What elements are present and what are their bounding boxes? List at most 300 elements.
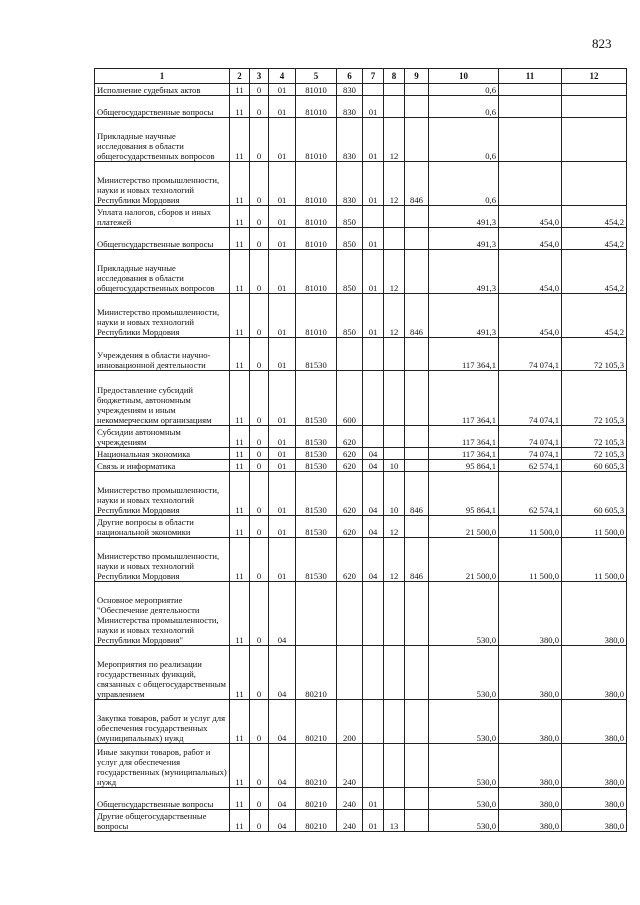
row-name: Министерство промышленности, науки и новых технологий Республики Мордовия bbox=[95, 294, 230, 338]
amount-cell: 454,2 bbox=[562, 228, 627, 250]
amount-cell: 0,6 bbox=[429, 84, 499, 96]
amount-cell: 530,0 bbox=[429, 788, 499, 810]
row-name: Учреждения в области научно-инновационной деятельности bbox=[95, 338, 230, 371]
budget-table bbox=[94, 68, 627, 832]
table-row bbox=[95, 582, 627, 646]
code-cell bbox=[363, 700, 384, 744]
code-cell: 80210 bbox=[296, 810, 337, 832]
code-cell bbox=[384, 84, 405, 96]
row-name: Прикладные научные исследования в области общегосударственных вопросов bbox=[95, 118, 230, 162]
code-cell: 12 bbox=[384, 162, 405, 206]
code-cell: 80210 bbox=[296, 744, 337, 788]
row-name: Уплата налогов, сборов и иных платежей bbox=[95, 206, 230, 228]
code-cell: 81010 bbox=[296, 162, 337, 206]
code-cell: 0 bbox=[250, 538, 269, 582]
code-cell: 81530 bbox=[296, 538, 337, 582]
code-cell: 04 bbox=[269, 788, 296, 810]
code-cell bbox=[384, 96, 405, 118]
code-cell: 620 bbox=[337, 516, 363, 538]
code-cell: 12 bbox=[384, 250, 405, 294]
row-name: Прикладные научные исследования в области общегосударственных вопросов bbox=[95, 250, 230, 294]
amount-cell: 454,0 bbox=[499, 294, 562, 338]
amount-cell: 530,0 bbox=[429, 700, 499, 744]
row-name: Предоставление субсидий бюджетным, автономным учреждениям и иным некоммерческим организациям bbox=[95, 371, 230, 426]
amount-cell: 530,0 bbox=[429, 646, 499, 700]
code-cell bbox=[384, 646, 405, 700]
amount-cell: 380,0 bbox=[562, 744, 627, 788]
code-cell: 11 bbox=[230, 810, 250, 832]
amount-cell: 95 864,1 bbox=[429, 472, 499, 516]
col-header: 1 bbox=[95, 69, 230, 84]
code-cell: 0 bbox=[250, 700, 269, 744]
amount-cell: 11 500,0 bbox=[562, 516, 627, 538]
code-cell: 81530 bbox=[296, 516, 337, 538]
code-cell: 04 bbox=[363, 472, 384, 516]
code-cell: 830 bbox=[337, 162, 363, 206]
code-cell: 12 bbox=[384, 294, 405, 338]
amount-cell: 491,3 bbox=[429, 206, 499, 228]
amount-cell: 380,0 bbox=[562, 582, 627, 646]
amount-cell: 0,6 bbox=[429, 118, 499, 162]
amount-cell: 11 500,0 bbox=[499, 516, 562, 538]
code-cell: 620 bbox=[337, 448, 363, 460]
table-row bbox=[95, 118, 627, 162]
code-cell: 01 bbox=[269, 96, 296, 118]
amount-cell: 380,0 bbox=[499, 810, 562, 832]
code-cell: 04 bbox=[269, 810, 296, 832]
code-cell: 04 bbox=[363, 448, 384, 460]
code-cell: 01 bbox=[269, 448, 296, 460]
code-cell bbox=[405, 96, 429, 118]
row-name: Национальная экономика bbox=[95, 448, 230, 460]
code-cell bbox=[337, 646, 363, 700]
code-cell: 850 bbox=[337, 206, 363, 228]
amount-cell: 72 105,3 bbox=[562, 338, 627, 371]
code-cell bbox=[405, 426, 429, 448]
page-number: 823 bbox=[592, 36, 612, 51]
code-cell: 0 bbox=[250, 426, 269, 448]
code-cell: 04 bbox=[269, 582, 296, 646]
code-cell bbox=[363, 744, 384, 788]
amount-cell: 72 105,3 bbox=[562, 448, 627, 460]
code-cell: 0 bbox=[250, 472, 269, 516]
table-row bbox=[95, 460, 627, 472]
code-cell bbox=[405, 700, 429, 744]
row-name: Мероприятия по реализации государственных функций, связанных с общегосударственным управлением bbox=[95, 646, 230, 700]
amount-cell: 454,2 bbox=[562, 206, 627, 228]
code-cell: 846 bbox=[405, 472, 429, 516]
amount-cell: 380,0 bbox=[562, 646, 627, 700]
code-cell bbox=[405, 228, 429, 250]
amount-cell bbox=[499, 84, 562, 96]
code-cell: 11 bbox=[230, 162, 250, 206]
code-cell: 0 bbox=[250, 118, 269, 162]
col-header: 8 bbox=[384, 69, 405, 84]
code-cell: 12 bbox=[384, 538, 405, 582]
table-row bbox=[95, 338, 627, 371]
code-cell: 81010 bbox=[296, 96, 337, 118]
code-cell bbox=[405, 788, 429, 810]
code-cell: 620 bbox=[337, 538, 363, 582]
code-cell: 11 bbox=[230, 294, 250, 338]
code-cell bbox=[363, 84, 384, 96]
code-cell: 81010 bbox=[296, 84, 337, 96]
amount-cell: 11 500,0 bbox=[499, 538, 562, 582]
amount-cell: 491,3 bbox=[429, 294, 499, 338]
code-cell: 0 bbox=[250, 162, 269, 206]
amount-cell: 74 074,1 bbox=[499, 371, 562, 426]
code-cell bbox=[384, 700, 405, 744]
code-cell: 81010 bbox=[296, 228, 337, 250]
code-cell: 01 bbox=[269, 426, 296, 448]
code-cell: 620 bbox=[337, 460, 363, 472]
code-cell: 01 bbox=[363, 810, 384, 832]
amount-cell: 491,3 bbox=[429, 250, 499, 294]
code-cell bbox=[405, 582, 429, 646]
code-cell: 0 bbox=[250, 810, 269, 832]
code-cell: 11 bbox=[230, 472, 250, 516]
code-cell: 0 bbox=[250, 228, 269, 250]
table-row bbox=[95, 371, 627, 426]
col-header: 9 bbox=[405, 69, 429, 84]
code-cell: 0 bbox=[250, 371, 269, 426]
code-cell bbox=[337, 338, 363, 371]
amount-cell: 0,6 bbox=[429, 96, 499, 118]
code-cell: 0 bbox=[250, 582, 269, 646]
code-cell: 0 bbox=[250, 294, 269, 338]
code-cell: 240 bbox=[337, 788, 363, 810]
amount-cell: 117 364,1 bbox=[429, 426, 499, 448]
code-cell bbox=[296, 582, 337, 646]
col-header: 5 bbox=[296, 69, 337, 84]
amount-cell: 60 605,3 bbox=[562, 472, 627, 516]
code-cell bbox=[384, 788, 405, 810]
code-cell: 11 bbox=[230, 338, 250, 371]
code-cell: 200 bbox=[337, 700, 363, 744]
amount-cell: 380,0 bbox=[562, 788, 627, 810]
table-row bbox=[95, 294, 627, 338]
code-cell: 830 bbox=[337, 96, 363, 118]
code-cell bbox=[405, 460, 429, 472]
code-cell bbox=[405, 338, 429, 371]
code-cell: 01 bbox=[363, 162, 384, 206]
row-name: Основное мероприятие "Обеспечение деятельности Министерства промышленности, науки и новых технологий Республики Мордовия" bbox=[95, 582, 230, 646]
row-name: Министерство промышленности, науки и новых технологий Республики Мордовия bbox=[95, 472, 230, 516]
code-cell: 01 bbox=[269, 516, 296, 538]
amount-cell: 380,0 bbox=[499, 582, 562, 646]
code-cell: 11 bbox=[230, 228, 250, 250]
row-name: Общегосударственные вопросы bbox=[95, 228, 230, 250]
table-row bbox=[95, 700, 627, 744]
code-cell: 11 bbox=[230, 646, 250, 700]
code-cell bbox=[363, 206, 384, 228]
table-row bbox=[95, 646, 627, 700]
amount-cell: 454,0 bbox=[499, 228, 562, 250]
code-cell bbox=[405, 744, 429, 788]
amount-cell: 62 574,1 bbox=[499, 460, 562, 472]
code-cell: 0 bbox=[250, 96, 269, 118]
code-cell: 0 bbox=[250, 744, 269, 788]
code-cell: 240 bbox=[337, 744, 363, 788]
table-body bbox=[95, 84, 627, 832]
code-cell: 620 bbox=[337, 426, 363, 448]
amount-cell: 454,2 bbox=[562, 250, 627, 294]
code-cell: 11 bbox=[230, 371, 250, 426]
table-row bbox=[95, 538, 627, 582]
code-cell: 0 bbox=[250, 84, 269, 96]
table-header-row bbox=[95, 69, 627, 84]
amount-cell: 62 574,1 bbox=[499, 472, 562, 516]
code-cell: 13 bbox=[384, 810, 405, 832]
amount-cell bbox=[562, 118, 627, 162]
code-cell: 11 bbox=[230, 448, 250, 460]
code-cell: 0 bbox=[250, 338, 269, 371]
table-row bbox=[95, 162, 627, 206]
code-cell: 0 bbox=[250, 448, 269, 460]
code-cell: 81530 bbox=[296, 426, 337, 448]
amount-cell: 380,0 bbox=[499, 700, 562, 744]
code-cell: 850 bbox=[337, 228, 363, 250]
table-row bbox=[95, 206, 627, 228]
code-cell bbox=[363, 338, 384, 371]
code-cell: 01 bbox=[363, 250, 384, 294]
row-name: Министерство промышленности, науки и новых технологий Республики Мордовия bbox=[95, 538, 230, 582]
amount-cell: 380,0 bbox=[499, 788, 562, 810]
amount-cell bbox=[499, 96, 562, 118]
code-cell: 11 bbox=[230, 788, 250, 810]
code-cell: 0 bbox=[250, 516, 269, 538]
code-cell bbox=[405, 118, 429, 162]
code-cell bbox=[384, 206, 405, 228]
amount-cell: 530,0 bbox=[429, 582, 499, 646]
amount-cell: 454,0 bbox=[499, 206, 562, 228]
col-header: 3 bbox=[250, 69, 269, 84]
code-cell: 81010 bbox=[296, 250, 337, 294]
row-name: Закупка товаров, работ и услуг для обеспечения государственных (муниципальных) нужд bbox=[95, 700, 230, 744]
code-cell: 81530 bbox=[296, 371, 337, 426]
code-cell: 04 bbox=[363, 516, 384, 538]
table-row bbox=[95, 810, 627, 832]
amount-cell bbox=[499, 162, 562, 206]
amount-cell: 530,0 bbox=[429, 810, 499, 832]
amount-cell: 21 500,0 bbox=[429, 538, 499, 582]
row-name: Общегосударственные вопросы bbox=[95, 788, 230, 810]
code-cell: 01 bbox=[269, 371, 296, 426]
code-cell bbox=[384, 426, 405, 448]
code-cell: 81530 bbox=[296, 338, 337, 371]
table-row bbox=[95, 448, 627, 460]
amount-cell: 0,6 bbox=[429, 162, 499, 206]
code-cell: 846 bbox=[405, 294, 429, 338]
row-name: Иные закупки товаров, работ и услуг для обеспечения государственных (муниципальных) нужд bbox=[95, 744, 230, 788]
code-cell bbox=[384, 448, 405, 460]
table-row bbox=[95, 228, 627, 250]
amount-cell bbox=[562, 162, 627, 206]
code-cell: 11 bbox=[230, 96, 250, 118]
code-cell: 240 bbox=[337, 810, 363, 832]
amount-cell: 117 364,1 bbox=[429, 338, 499, 371]
code-cell: 11 bbox=[230, 206, 250, 228]
table-row bbox=[95, 96, 627, 118]
code-cell: 11 bbox=[230, 426, 250, 448]
col-header: 4 bbox=[269, 69, 296, 84]
code-cell: 11 bbox=[230, 460, 250, 472]
code-cell: 0 bbox=[250, 206, 269, 228]
code-cell: 11 bbox=[230, 538, 250, 582]
code-cell bbox=[337, 582, 363, 646]
col-header: 2 bbox=[230, 69, 250, 84]
row-name: Другие общегосударственные вопросы bbox=[95, 810, 230, 832]
code-cell: 0 bbox=[250, 250, 269, 294]
row-name: Связь и информатика bbox=[95, 460, 230, 472]
code-cell: 11 bbox=[230, 700, 250, 744]
code-cell: 81010 bbox=[296, 118, 337, 162]
amount-cell: 21 500,0 bbox=[429, 516, 499, 538]
code-cell: 04 bbox=[269, 744, 296, 788]
col-header: 10 bbox=[429, 69, 499, 84]
code-cell: 80210 bbox=[296, 646, 337, 700]
code-cell: 81530 bbox=[296, 472, 337, 516]
amount-cell: 117 364,1 bbox=[429, 371, 499, 426]
code-cell: 01 bbox=[269, 84, 296, 96]
row-name: Субсидии автономным учреждениям bbox=[95, 426, 230, 448]
amount-cell: 530,0 bbox=[429, 744, 499, 788]
col-header: 7 bbox=[363, 69, 384, 84]
code-cell bbox=[405, 448, 429, 460]
row-name: Министерство промышленности, науки и новых технологий Республики Мордовия bbox=[95, 162, 230, 206]
code-cell: 11 bbox=[230, 582, 250, 646]
code-cell bbox=[363, 582, 384, 646]
code-cell: 04 bbox=[363, 538, 384, 582]
amount-cell: 95 864,1 bbox=[429, 460, 499, 472]
code-cell: 0 bbox=[250, 788, 269, 810]
code-cell: 01 bbox=[269, 250, 296, 294]
code-cell: 80210 bbox=[296, 788, 337, 810]
code-cell bbox=[363, 646, 384, 700]
code-cell bbox=[405, 646, 429, 700]
amount-cell: 74 074,1 bbox=[499, 426, 562, 448]
amount-cell bbox=[562, 96, 627, 118]
amount-cell: 380,0 bbox=[562, 700, 627, 744]
amount-cell: 454,0 bbox=[499, 250, 562, 294]
amount-cell: 74 074,1 bbox=[499, 338, 562, 371]
code-cell: 80210 bbox=[296, 700, 337, 744]
code-cell: 04 bbox=[363, 460, 384, 472]
code-cell: 11 bbox=[230, 516, 250, 538]
code-cell bbox=[384, 371, 405, 426]
table-row bbox=[95, 516, 627, 538]
amount-cell: 72 105,3 bbox=[562, 426, 627, 448]
table-row bbox=[95, 84, 627, 96]
amount-cell: 454,2 bbox=[562, 294, 627, 338]
code-cell: 04 bbox=[269, 700, 296, 744]
col-header: 6 bbox=[337, 69, 363, 84]
code-cell bbox=[384, 338, 405, 371]
code-cell: 846 bbox=[405, 538, 429, 582]
code-cell: 01 bbox=[269, 338, 296, 371]
code-cell: 01 bbox=[363, 118, 384, 162]
code-cell: 01 bbox=[269, 228, 296, 250]
amount-cell: 11 500,0 bbox=[562, 538, 627, 582]
code-cell: 81010 bbox=[296, 206, 337, 228]
code-cell: 0 bbox=[250, 460, 269, 472]
code-cell: 04 bbox=[269, 646, 296, 700]
code-cell: 0 bbox=[250, 646, 269, 700]
code-cell: 10 bbox=[384, 472, 405, 516]
code-cell: 846 bbox=[405, 162, 429, 206]
code-cell: 01 bbox=[269, 538, 296, 582]
col-header: 12 bbox=[562, 69, 627, 84]
code-cell: 01 bbox=[269, 162, 296, 206]
code-cell: 01 bbox=[269, 472, 296, 516]
code-cell: 12 bbox=[384, 516, 405, 538]
code-cell bbox=[405, 371, 429, 426]
code-cell: 01 bbox=[269, 294, 296, 338]
code-cell: 850 bbox=[337, 294, 363, 338]
code-cell: 12 bbox=[384, 118, 405, 162]
col-header: 11 bbox=[499, 69, 562, 84]
amount-cell: 380,0 bbox=[562, 810, 627, 832]
code-cell: 850 bbox=[337, 250, 363, 294]
code-cell: 01 bbox=[363, 96, 384, 118]
code-cell: 01 bbox=[363, 294, 384, 338]
code-cell: 600 bbox=[337, 371, 363, 426]
code-cell: 620 bbox=[337, 472, 363, 516]
code-cell: 10 bbox=[384, 460, 405, 472]
table-row bbox=[95, 472, 627, 516]
code-cell bbox=[384, 744, 405, 788]
code-cell: 81530 bbox=[296, 448, 337, 460]
code-cell bbox=[384, 582, 405, 646]
amount-cell: 60 605,3 bbox=[562, 460, 627, 472]
code-cell: 81010 bbox=[296, 294, 337, 338]
code-cell bbox=[363, 371, 384, 426]
code-cell: 11 bbox=[230, 118, 250, 162]
code-cell: 01 bbox=[269, 118, 296, 162]
code-cell bbox=[384, 228, 405, 250]
table-row bbox=[95, 744, 627, 788]
code-cell: 830 bbox=[337, 84, 363, 96]
code-cell: 01 bbox=[269, 460, 296, 472]
amount-cell: 117 364,1 bbox=[429, 448, 499, 460]
code-cell bbox=[405, 250, 429, 294]
code-cell: 11 bbox=[230, 744, 250, 788]
row-name: Общегосударственные вопросы bbox=[95, 96, 230, 118]
table-row bbox=[95, 426, 627, 448]
table-row bbox=[95, 788, 627, 810]
amount-cell: 72 105,3 bbox=[562, 371, 627, 426]
amount-cell: 74 074,1 bbox=[499, 448, 562, 460]
code-cell: 01 bbox=[269, 206, 296, 228]
amount-cell bbox=[499, 118, 562, 162]
table-row bbox=[95, 250, 627, 294]
code-cell bbox=[405, 84, 429, 96]
code-cell bbox=[405, 810, 429, 832]
code-cell: 81530 bbox=[296, 460, 337, 472]
amount-cell: 491,3 bbox=[429, 228, 499, 250]
row-name: Другие вопросы в области национальной экономики bbox=[95, 516, 230, 538]
code-cell: 01 bbox=[363, 228, 384, 250]
code-cell: 830 bbox=[337, 118, 363, 162]
code-cell: 11 bbox=[230, 250, 250, 294]
amount-cell: 380,0 bbox=[499, 646, 562, 700]
code-cell: 11 bbox=[230, 84, 250, 96]
code-cell bbox=[363, 426, 384, 448]
row-name: Исполнение судебных актов bbox=[95, 84, 230, 96]
code-cell bbox=[405, 516, 429, 538]
code-cell bbox=[405, 206, 429, 228]
amount-cell: 380,0 bbox=[499, 744, 562, 788]
